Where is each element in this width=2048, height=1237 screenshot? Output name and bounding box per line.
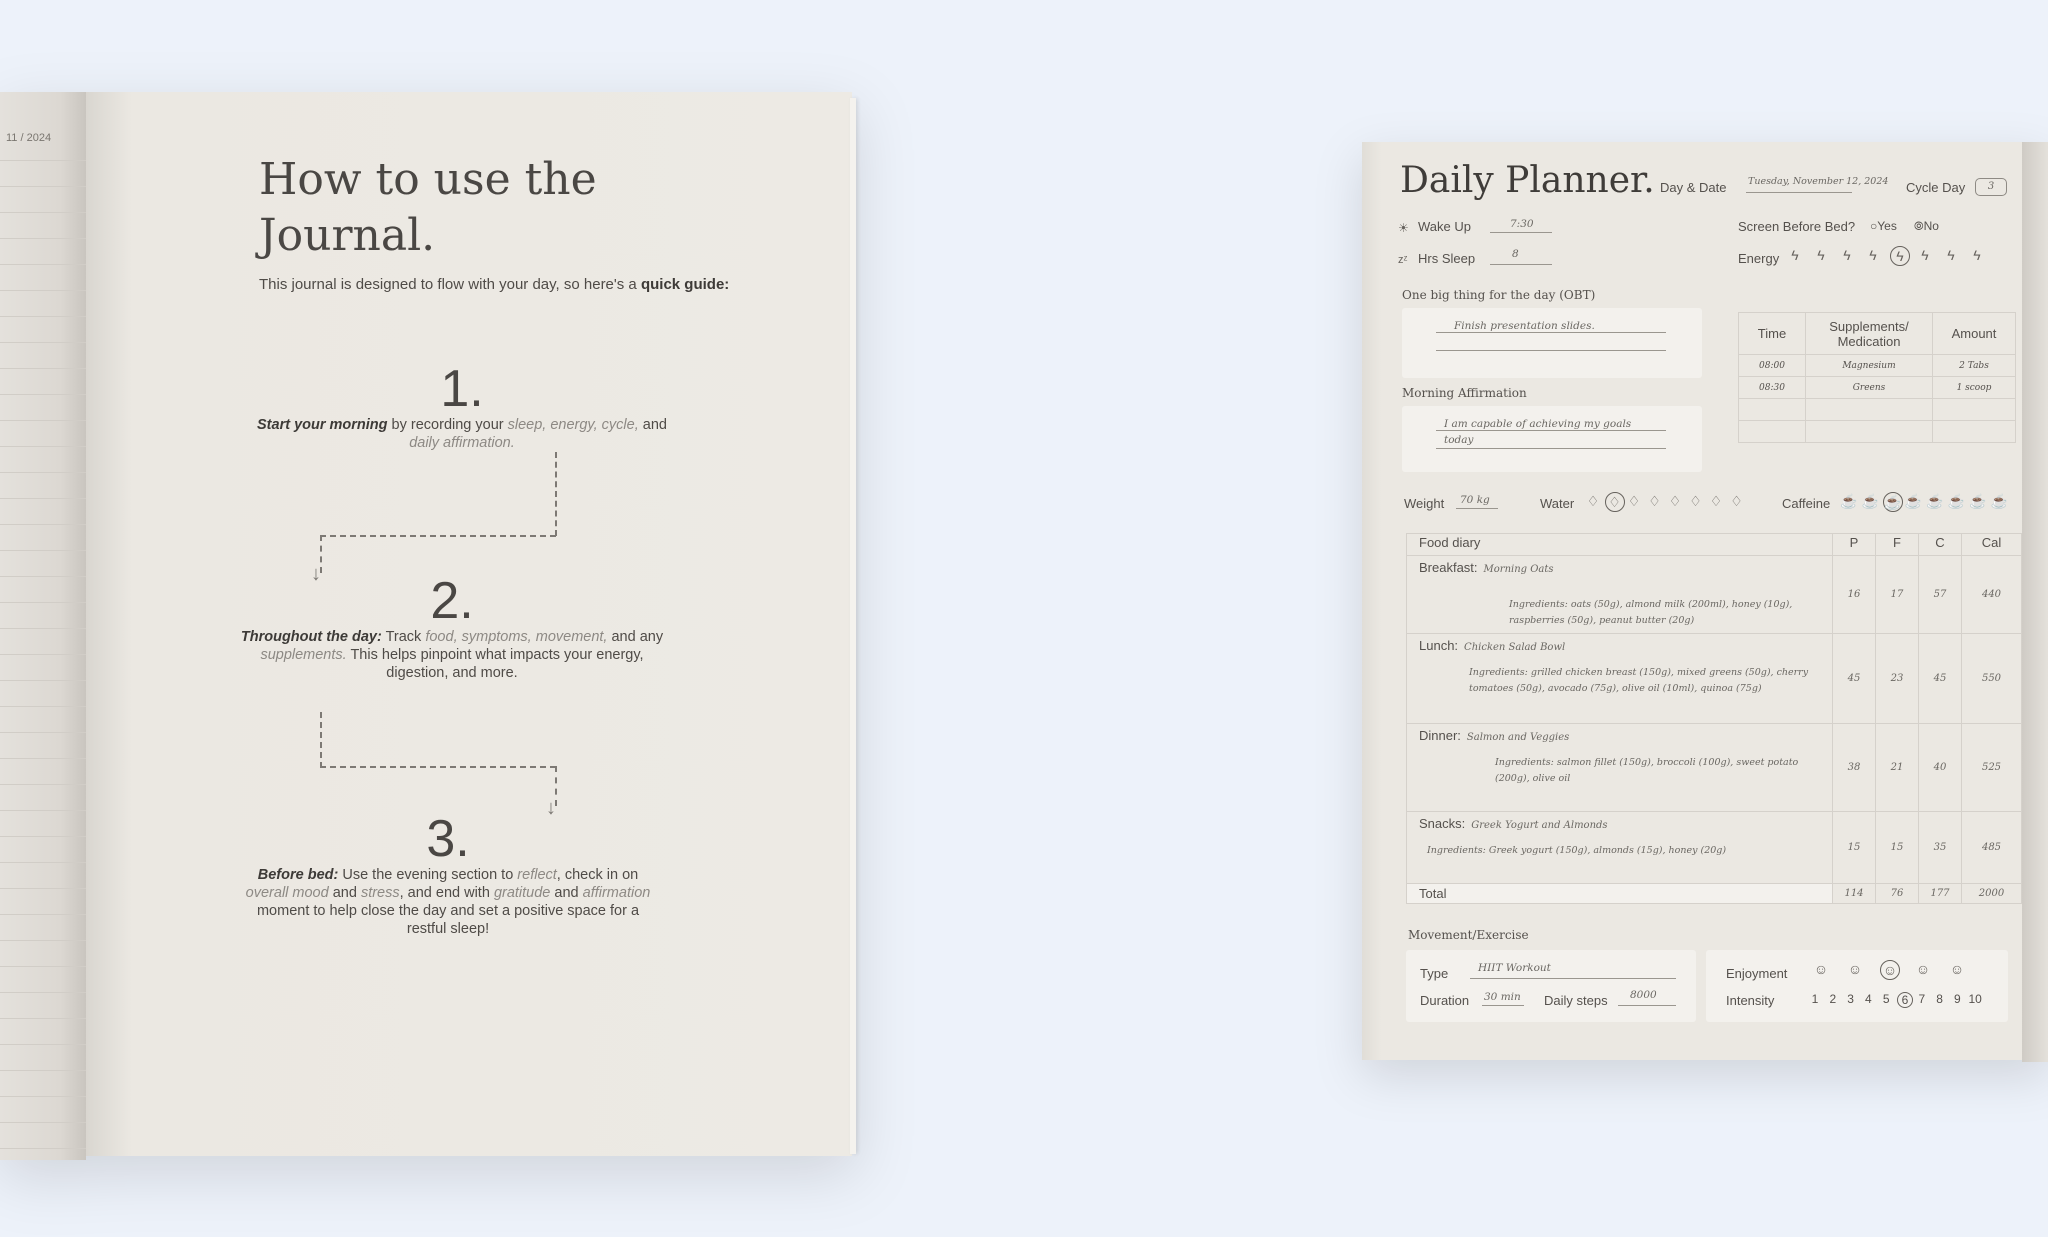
obt-label: One big thing for the day (OBT) <box>1402 288 1596 302</box>
page-rule <box>0 758 86 759</box>
supp-header: Time <box>1739 313 1806 355</box>
page-rule <box>0 550 86 551</box>
coffee-cup-icon[interactable]: ☕ <box>1969 493 1987 509</box>
macro-p: 45 <box>1833 634 1876 724</box>
table-row <box>1739 377 2016 399</box>
wake-up-value: 7:30 <box>1510 218 1534 230</box>
macro-cal: 550 <box>1962 634 2022 724</box>
guide-page <box>86 92 852 1156</box>
page-rule <box>0 446 86 447</box>
page-rule <box>0 992 86 993</box>
page-rule <box>0 498 86 499</box>
food-header: Cal <box>1962 534 2022 556</box>
page-rule <box>0 264 86 265</box>
cycle-day-label: Cycle Day <box>1906 180 1966 195</box>
intensity-option[interactable]: 2 <box>1829 992 1837 1006</box>
page-rule <box>0 1018 86 1019</box>
page-rule <box>0 680 86 681</box>
water-drop-icon[interactable]: ♢ <box>1668 493 1682 509</box>
screen-before-bed-label: Screen Before Bed? <box>1738 219 1856 234</box>
water-drop-icon[interactable]: ♢ <box>1648 493 1661 509</box>
ingredients: Ingredients: salmon fillet (150g), broccoli (100g), sweet potato (200g), olive oil <box>1495 757 1799 784</box>
hrs-sleep-value: 8 <box>1512 248 1519 260</box>
macro-c: 57 <box>1919 556 1962 634</box>
total-cal: 2000 <box>1962 884 2022 904</box>
food-header: C <box>1919 534 1962 556</box>
wake-up-label: Wake Up <box>1418 219 1471 234</box>
step-1: 1. Start your morning by recording your sleep, energy, cycle, and daily affirmation. <box>257 360 667 451</box>
day-date-label: Day & Date <box>1660 180 1727 195</box>
page-rule <box>0 472 86 473</box>
affirmation-box[interactable] <box>1402 406 1702 472</box>
lightning-icon[interactable]: ϟ <box>1973 247 1981 263</box>
food-header: P <box>1833 534 1876 556</box>
page-rule <box>0 394 86 395</box>
affirmation-line-2: today <box>1444 434 1474 446</box>
macro-cal: 485 <box>1962 812 2022 884</box>
water-drop-icon[interactable]: ♢ <box>1586 493 1600 509</box>
lightning-icon[interactable]: ϟ <box>1921 247 1929 263</box>
page-rule <box>0 1044 86 1045</box>
coffee-cup-icon[interactable]: ☕ <box>1947 493 1966 509</box>
movement-box[interactable] <box>1406 950 1696 1022</box>
meal-label: Snacks: <box>1419 816 1466 831</box>
enjoyment-box[interactable] <box>1706 950 2008 1022</box>
supp-name: Magnesium <box>1806 355 1933 377</box>
page-rule <box>0 420 86 421</box>
hrs-sleep-line <box>1490 264 1552 265</box>
total-p: 114 <box>1833 884 1876 904</box>
table-row <box>1407 812 2022 884</box>
page-rule <box>0 290 86 291</box>
intensity-option[interactable]: 8 <box>1936 992 1943 1006</box>
supp-amount: 1 scoop <box>1933 377 2016 399</box>
cycle-day-value: 3 <box>1975 178 2007 196</box>
meal-label: Lunch: <box>1419 638 1459 653</box>
intensity-option[interactable]: 9 <box>1954 992 1961 1006</box>
water-drop-icon[interactable]: ♢ <box>1689 493 1702 509</box>
page-rule <box>0 654 86 655</box>
hrs-sleep-label: Hrs Sleep <box>1418 251 1476 266</box>
table-row <box>1739 355 2016 377</box>
sleep-icon: zᶻ <box>1398 254 1408 266</box>
intensity-label: Intensity <box>1726 993 1775 1008</box>
macro-p: 38 <box>1833 724 1876 812</box>
lightning-icon[interactable]: ϟ <box>1843 247 1851 263</box>
page-rule <box>0 810 86 811</box>
page-rule <box>0 966 86 967</box>
macro-c: 35 <box>1919 812 1962 884</box>
page-rule <box>0 368 86 369</box>
daily-planner-book <box>1362 142 2048 1062</box>
smiley-face-icon[interactable]: ☺ <box>1949 961 1965 977</box>
page-rule <box>0 888 86 889</box>
ingredients: Ingredients: Greek yogurt (150g), almonds (15g), honey (20g) <box>1427 845 1727 856</box>
table-row <box>1407 556 2022 634</box>
macro-f: 23 <box>1876 634 1919 724</box>
lightning-icon[interactable]: ϟ <box>1869 247 1877 263</box>
page-edge <box>850 98 856 1154</box>
step-2: 2. Throughout the day: Track food, symptoms, movement, and any supplements. This helps pinpoint what impacts your energy, digestion, and more. <box>240 572 664 681</box>
lightning-icon[interactable]: ϟ <box>1791 247 1799 263</box>
supp-time: 08:30 <box>1739 377 1806 399</box>
caffeine-label: Caffeine <box>1782 496 1831 511</box>
screen-yes-option[interactable]: ○Yes <box>1870 219 1897 233</box>
movement-label: Movement/Exercise <box>1408 928 1529 942</box>
food-header: Food diary <box>1407 534 1833 556</box>
page-rule <box>0 342 86 343</box>
water-drop-icon[interactable]: ♢ <box>1730 493 1743 509</box>
page-rule <box>0 628 86 629</box>
meal-cell <box>1407 812 1833 884</box>
lightning-icon[interactable]: ϟ <box>1890 246 1910 266</box>
type-label: Type <box>1420 966 1449 981</box>
coffee-cup-icon[interactable]: ☕ <box>1990 493 2009 509</box>
total-c: 177 <box>1919 884 1962 904</box>
lightning-icon[interactable]: ϟ <box>1817 247 1825 263</box>
food-header: F <box>1876 534 1919 556</box>
page-rule <box>0 940 86 941</box>
meal-label: Dinner: <box>1419 728 1461 743</box>
page-rule <box>0 212 86 213</box>
supplements-table <box>1738 312 2016 443</box>
water-label: Water <box>1540 496 1575 511</box>
flow-line <box>555 452 557 536</box>
macro-c: 45 <box>1919 634 1962 724</box>
smiley-face-icon[interactable]: ☺ <box>1915 961 1931 977</box>
intensity-option[interactable]: 5 <box>1882 992 1890 1006</box>
macro-p: 16 <box>1833 556 1876 634</box>
weight-value: 70 kg <box>1460 494 1490 506</box>
smiley-face-icon[interactable]: ☺ <box>1813 961 1829 977</box>
water-drop-icon[interactable]: ♢ <box>1709 493 1723 509</box>
arrow-down-icon: ↓ <box>546 797 556 819</box>
day-date-value: Tuesday, November 12, 2024 <box>1748 176 1889 187</box>
energy-label: Energy <box>1738 251 1780 266</box>
lightning-icon[interactable]: ϟ <box>1947 247 1955 263</box>
page-rule <box>0 524 86 525</box>
obt-box[interactable] <box>1402 308 1702 378</box>
meal-cell <box>1407 724 1833 812</box>
page-rule <box>0 706 86 707</box>
daily-steps-label: Daily steps <box>1544 993 1608 1008</box>
supp-amount: 2 Tabs <box>1933 355 2016 377</box>
macro-f: 21 <box>1876 724 1919 812</box>
macro-c: 40 <box>1919 724 1962 812</box>
page-rule <box>0 186 86 187</box>
water-drop-icon[interactable]: ♢ <box>1627 493 1641 509</box>
book-spine <box>2022 142 2048 1062</box>
page-rule <box>0 784 86 785</box>
duration-value: 30 min <box>1484 991 1521 1003</box>
planner-page <box>1362 142 2022 1060</box>
supp-header: Supplements/ Medication <box>1806 313 1933 355</box>
coffee-cup-icon[interactable]: ☕ <box>1904 493 1923 509</box>
page-rule <box>0 316 86 317</box>
intensity-option[interactable]: 6 <box>1897 992 1913 1008</box>
arrow-down-icon: ↓ <box>311 563 321 585</box>
page-rule <box>0 602 86 603</box>
intensity-option[interactable]: 7 <box>1918 992 1926 1006</box>
screen-no-option[interactable]: ⦾No <box>1914 219 1939 233</box>
daily-steps-value: 8000 <box>1630 989 1657 1001</box>
total-f: 76 <box>1876 884 1919 904</box>
table-row <box>1407 634 2022 724</box>
step-3: 3. Before bed: Use the evening section to reflect, check in on overall mood and stress, and end with gratitude and affirmation moment to help close the day and set a positive space for a restful sleep! <box>245 810 651 937</box>
coffee-cup-icon[interactable]: ☕ <box>1861 493 1880 509</box>
page-rule <box>0 732 86 733</box>
flow-line <box>320 766 556 768</box>
wake-up-line <box>1490 232 1552 233</box>
macro-cal: 525 <box>1962 724 2022 812</box>
day-date-line <box>1746 192 1852 193</box>
page-rule <box>0 576 86 577</box>
enjoyment-label: Enjoyment <box>1726 966 1788 981</box>
flow-line <box>320 712 322 768</box>
total-row <box>1407 884 2022 904</box>
table-row <box>1407 724 2022 812</box>
total-label: Total <box>1407 884 1833 904</box>
page-rule <box>0 914 86 915</box>
obt-value: Finish presentation slides. <box>1454 320 1595 332</box>
water-drop-icon[interactable]: ♢ <box>1605 492 1625 512</box>
macro-f: 17 <box>1876 556 1919 634</box>
macro-p: 15 <box>1833 812 1876 884</box>
macro-cal: 440 <box>1962 556 2022 634</box>
dish-name: Salmon and Veggies <box>1466 732 1570 743</box>
weight-line <box>1456 508 1498 509</box>
coffee-cup-icon[interactable]: ☕ <box>1884 494 1902 510</box>
smiley-face-icon[interactable]: ☺ <box>1847 961 1863 977</box>
type-value: HIIT Workout <box>1478 962 1551 974</box>
guide-intro: This journal is designed to flow with your day, so here's a quick guide: <box>259 276 730 293</box>
meal-label: Breakfast: <box>1419 560 1478 575</box>
planner-title: Daily Planner. <box>1400 160 1655 201</box>
left-lined-page <box>0 92 86 1160</box>
ingredients: Ingredients: oats (50g), almond milk (200ml), honey (10g), raspberries (50g), peanut butter (20g) <box>1509 599 1793 626</box>
coffee-cup-icon[interactable]: ☕ <box>1840 493 1858 509</box>
page-rule <box>0 862 86 863</box>
intensity-option[interactable]: 10 <box>1968 992 1982 1006</box>
page-rule <box>0 836 86 837</box>
dish-name: Greek Yogurt and Almonds <box>1471 820 1608 831</box>
page-rule <box>0 238 86 239</box>
guide-title: How to use the Journal. <box>259 154 597 261</box>
ingredients: Ingredients: grilled chicken breast (150g), mixed greens (50g), cherry tomatoes (50g), avocado (75g), olive oil (10ml), quinoa (75g) <box>1469 667 1809 694</box>
dish-name: Morning Oats <box>1483 564 1554 575</box>
meal-cell <box>1407 634 1833 724</box>
supp-header: Amount <box>1933 313 2016 355</box>
page-rule <box>0 1148 86 1149</box>
page-rule <box>0 1122 86 1123</box>
weight-label: Weight <box>1404 496 1445 511</box>
meal-cell <box>1407 556 1833 634</box>
journal-guide-book <box>0 92 860 1162</box>
page-date: 11 / 2024 <box>6 132 52 144</box>
supp-time: 08:00 <box>1739 355 1806 377</box>
page-rule <box>0 1070 86 1071</box>
page-rule <box>0 160 86 161</box>
duration-label: Duration <box>1420 993 1470 1008</box>
affirmation-label: Morning Affirmation <box>1402 386 1527 400</box>
macro-f: 15 <box>1876 812 1919 884</box>
intensity-option[interactable]: 4 <box>1865 992 1872 1006</box>
flow-line <box>320 535 556 537</box>
affirmation-line-1: I am capable of achieving my goals <box>1444 418 1632 430</box>
dish-name: Chicken Salad Bowl <box>1464 642 1566 653</box>
food-diary-table <box>1406 533 2022 904</box>
sunrise-icon: ☀ <box>1398 221 1409 235</box>
smiley-face-icon[interactable]: ☺ <box>1880 960 1900 980</box>
page-rule <box>0 1096 86 1097</box>
coffee-cup-icon[interactable]: ☕ <box>1926 493 1944 509</box>
intensity-option[interactable]: 1 <box>1811 992 1819 1006</box>
intensity-option[interactable]: 3 <box>1847 992 1854 1006</box>
supp-name: Greens <box>1806 377 1933 399</box>
